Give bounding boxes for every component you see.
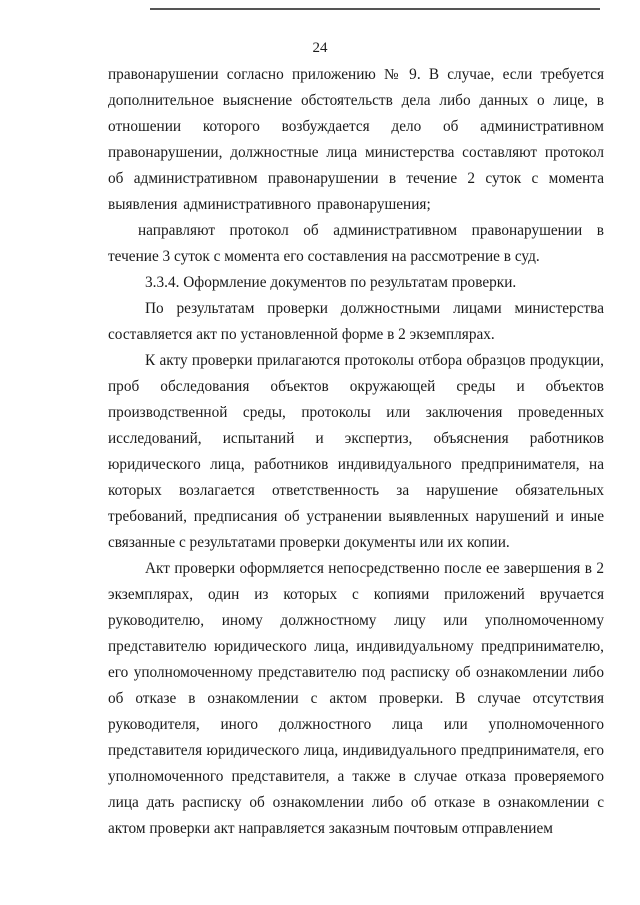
top-border-line (150, 8, 600, 10)
paragraph-act-drafting: По результатам проверки должностными лицами министерства составляется акт по установленной форме в 2 экземплярах. (108, 300, 604, 343)
paragraph-violation-protocol: правонарушении согласно приложению № 9. В случае, если требуется дополнительное выяснение обстоятельств дела либо данных о лице, в отношении которого возбуждается дело об административном правонарушении, должностные лица министерства составляют протокол об административном правонарушении в течение 2 суток с момента выявления административного правонарушения; (108, 66, 604, 213)
document-body (108, 62, 604, 842)
section-heading-3-3-4: 3.3.4. Оформление документов по результатам проверки. (145, 274, 517, 291)
paragraph-act-delivery: Акт проверки оформляется непосредственно после ее завершения в 2 экземплярах, один из которых с копиями приложений вручается руководителю, иному должностному лицу или уполномоченному представителю юридического лица, индивидуальному предпринимателю, его уполномоченному представителю под расписку об ознакомлении либо об отказе в ознакомлении с актом проверки. В случае отсутствия руководителя, иного должностного лица или уполномоченного представителя юридического лица, индивидуального предпринимателя, его уполномоченного представителя, а также в случае отказа проверяемого лица дать расписку об ознакомлении либо об отказе в ознакомлении с актом проверки акт направляется заказным почтовым отправлением (108, 560, 604, 837)
paragraph-send-protocol: направляют протокол об административном правонарушении в течение 3 суток с момента его составления на рассмотрение в суд. (108, 222, 604, 265)
paragraph-act-attachments: К акту проверки прилагаются протоколы отбора образцов продукции, проб обследования объектов окружающей среды и объектов производственной среды, протоколы или заключения проведенных исследований, испытаний и экспертиз, объяснения работников юридического лица, работников индивидуального предпринимателя, на которых возлагается ответственность за нарушение обязательных требований, предписания об устранении выявленных нарушений и иные связанные с результатами проверки документы или их копии. (108, 352, 604, 551)
page-number: 24 (312, 40, 328, 56)
